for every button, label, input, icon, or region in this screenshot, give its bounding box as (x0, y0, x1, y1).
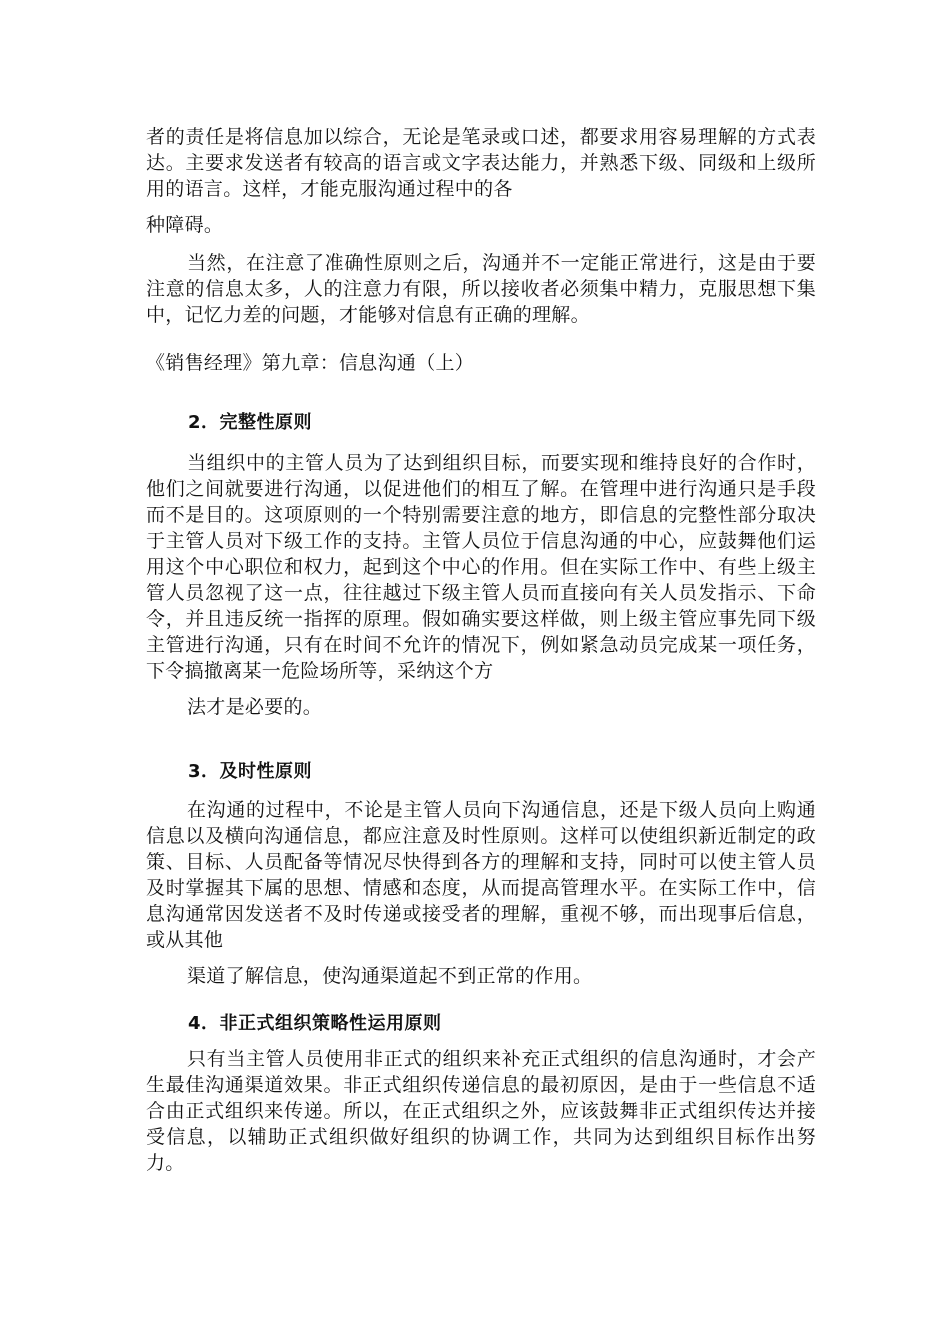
paragraph-informal-org: 只有当主管人员使用非正式的组织来补充正式组织的信息沟通时，才会产生最佳沟通渠道效果。非正式组织传递信息的最初原因，是由于一些信息不适合由正式组织来传递。所以，在正式组织之外，应该鼓舞非正式组织传达并接受信息，以辅助正式组织做好组织的协调工作，共同为达到组织目标作出努力。 (146, 1048, 816, 1174)
paragraph-timeliness (146, 797, 816, 989)
paragraph-timeliness-text: 在沟通的过程中，不论是主管人员向下沟通信息，还是下级人员向上购通信息以及横向沟通信息，都应注意及时性原则。这样可以使组织新近制定的政策、目标、人员配备等情况尽快得到各方的理解和支持，同时可以使主管人员及时掌握其下属的思想、情感和态度，从而提高管理水平。在实际工作中，信息沟通常因发送者不及时传递或接受者的理解，重视不够，而出现事后信息，或从其他 (146, 799, 816, 951)
paragraph-intro-tail: 种障碍。 (146, 214, 224, 236)
section-heading-completeness: 2．完整性原则 (188, 412, 313, 433)
paragraph-timeliness-tail: 渠道了解信息，使沟通渠道起不到正常的作用。 (187, 965, 593, 987)
paragraph-completeness (146, 450, 816, 720)
paragraph-completeness-text: 当组织中的主管人员为了达到组织目标，而要实现和维持良好的合作时，他们之间就要进行沟通，以促进他们的相互了解。在管理中进行沟通只是手段而不是目的。这项原则的一个特别需要注意的地方，即信息的完整性部分取决于主管人员对下级工作的支持。主管人员位于信息沟通的中心，应鼓舞他们运用这个中心职位和权力，起到这个中心的作用。但在实际工作中、有些上级主管人员忽视了这一点，往往越过下级主管人员而直接向有关人员发指示、下命令，并且违反统一指挥的原理。假如确实要这样做，则上级主管应事先同下级主管进行沟通，只有在时间不允许的情况下，例如紧急动员完成某一项任务，下令搞撤离某一危险场所等，采纳这个方 (146, 452, 816, 682)
paragraph-intro-text: 者的责任是将信息加以综合，无论是笔录或口述，都要求用容易理解的方式表达。主要求发送者有较高的语言或文字表达能力，并熟悉下级、同级和上级所用的语言。这样，才能克服沟通过程中的各 (146, 126, 816, 200)
section-heading-timeliness: 3．及时性原则 (188, 761, 313, 782)
paragraph-accuracy: 当然，在注意了准确性原则之后，沟通并不一定能正常进行，这是由于要注意的信息太多，人的注意力有限，所以接收者必须集中精力，克服思想下集中，记忆力差的问题，才能够对信息有正确的理解。 (146, 252, 816, 326)
section-heading-informal-org: 4．非正式组织策略性运用原则 (188, 1013, 442, 1034)
source-line: 《销售经理》第九章：信息沟通（上） (146, 352, 475, 374)
paragraph-intro (146, 124, 816, 238)
paragraph-completeness-tail: 法才是必要的。 (187, 696, 323, 718)
